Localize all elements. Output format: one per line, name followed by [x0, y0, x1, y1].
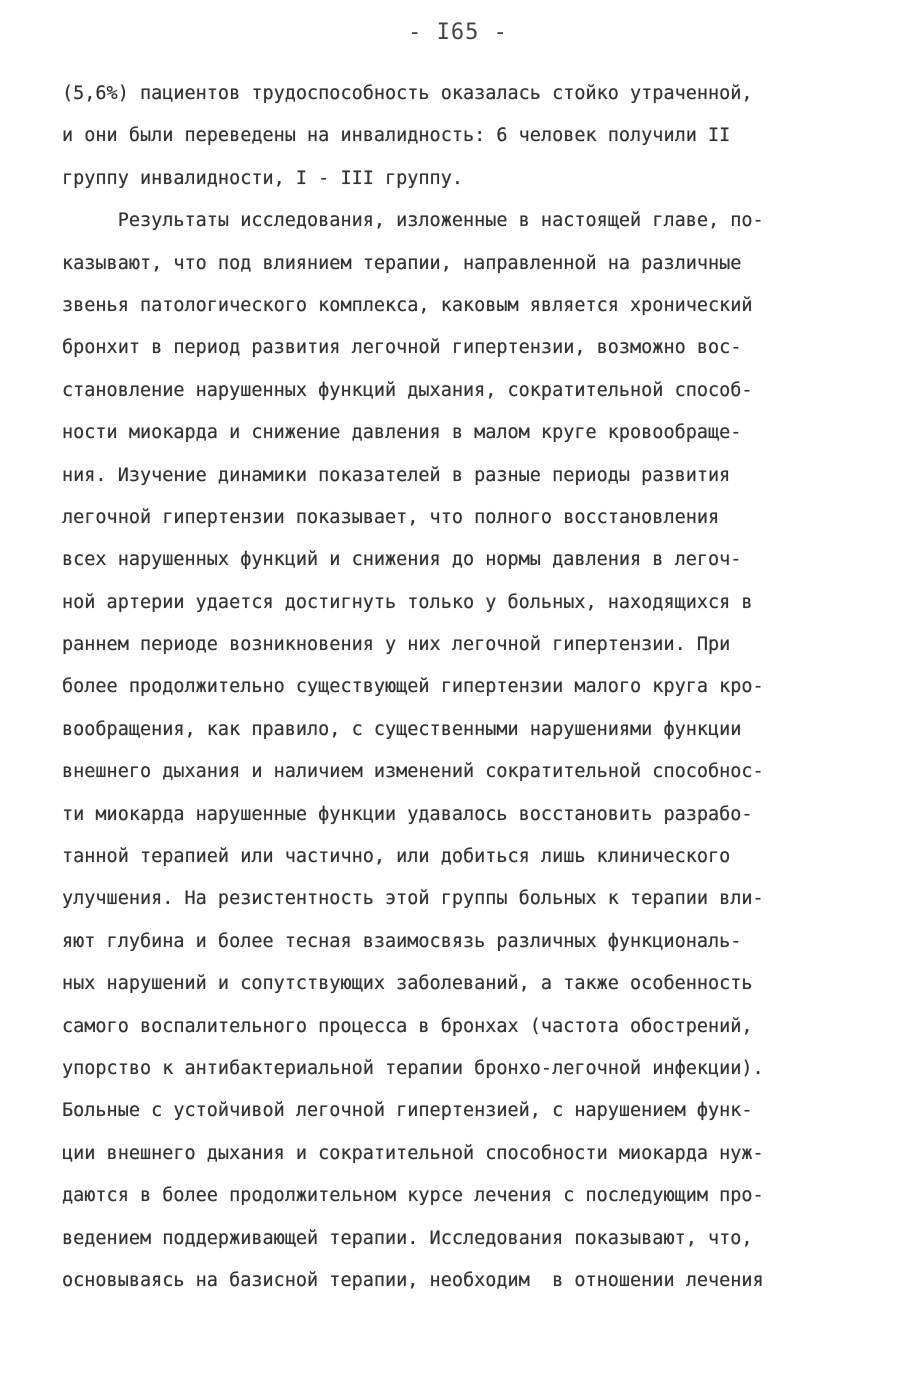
- text-line: казывают, что под влиянием терапии, направленной на различные: [62, 252, 742, 274]
- text-line: и они были переведены на инвалидность: 6 человек получили II: [62, 125, 731, 147]
- text-line: бронхит в период развития легочной гипертензии, возможно вос-: [62, 337, 742, 359]
- text-line: внешнего дыхания и наличием изменений сократительной способнос-: [62, 761, 764, 783]
- text-line: ти миокарда нарушенные функции удавалось восстановить разрабо-: [62, 803, 753, 825]
- text-line: раннем периоде возникновения у них легочной гипертензии. При: [62, 634, 731, 656]
- text-line: всех нарушенных функций и снижения до нормы давления в легоч-: [62, 549, 742, 571]
- text-line: самого воспалительного процесса в бронхах (частота обострений,: [62, 1015, 753, 1037]
- text-line: ния. Изучение динамики показателей в разные периоды развития: [62, 464, 731, 486]
- text-line: (5,6%) пациентов трудоспособность оказалась стойко утраченной,: [62, 83, 753, 104]
- text-line: звенья патологического комплекса, каковым является хронический: [62, 294, 753, 316]
- text-line: вообращения, как правило, с существенными нарушениями функции: [62, 718, 742, 740]
- text-line: Больные с устойчивой легочной гипертензией, с нарушением функ-: [62, 1100, 753, 1122]
- text-line: ности миокарда и снижение давления в малом круге кровообраще-: [62, 422, 742, 444]
- text-line: танной терапией или частично, или добиться лишь клинического: [62, 846, 731, 868]
- text-line: яют глубина и более тесная взаимосвязь различных функциональ-: [62, 930, 742, 952]
- text-line: ции внешнего дыхания и сократительной способности миокарда нуж-: [62, 1142, 764, 1164]
- text-line: улучшения. На резистентность этой группы больных к терапии вли-: [62, 888, 764, 910]
- text-line: легочной гипертензии показывает, что полного восстановления: [62, 506, 720, 528]
- body-text: [62, 73, 862, 1302]
- text-line: более продолжительно существующей гипертензии малого круга кро-: [62, 676, 764, 698]
- text-line: Результаты исследования, изложенные в настоящей главе, по-: [62, 210, 764, 232]
- text-line: ных нарушений и сопутствующих заболеваний, а также особенность: [62, 973, 753, 995]
- text-line: упорство к антибактериальной терапии бронхо-легочной инфекции).: [62, 1057, 764, 1079]
- text-line: ведением поддерживающей терапии. Исследования показывают, что,: [62, 1227, 753, 1249]
- text-line: ной артерии удается достигнуть только у больных, находящихся в: [62, 591, 753, 613]
- text-line: даются в более продолжительном курсе лечения с последующим про-: [62, 1185, 764, 1207]
- text-line: становление нарушенных функций дыхания, сократительной способ-: [62, 379, 753, 401]
- text-line: группу инвалидности, I - III группу.: [62, 167, 463, 189]
- text-line: основываясь на базисной терапии, необходим в отношении лечения: [62, 1269, 764, 1291]
- page-number: - I65 -: [408, 20, 508, 45]
